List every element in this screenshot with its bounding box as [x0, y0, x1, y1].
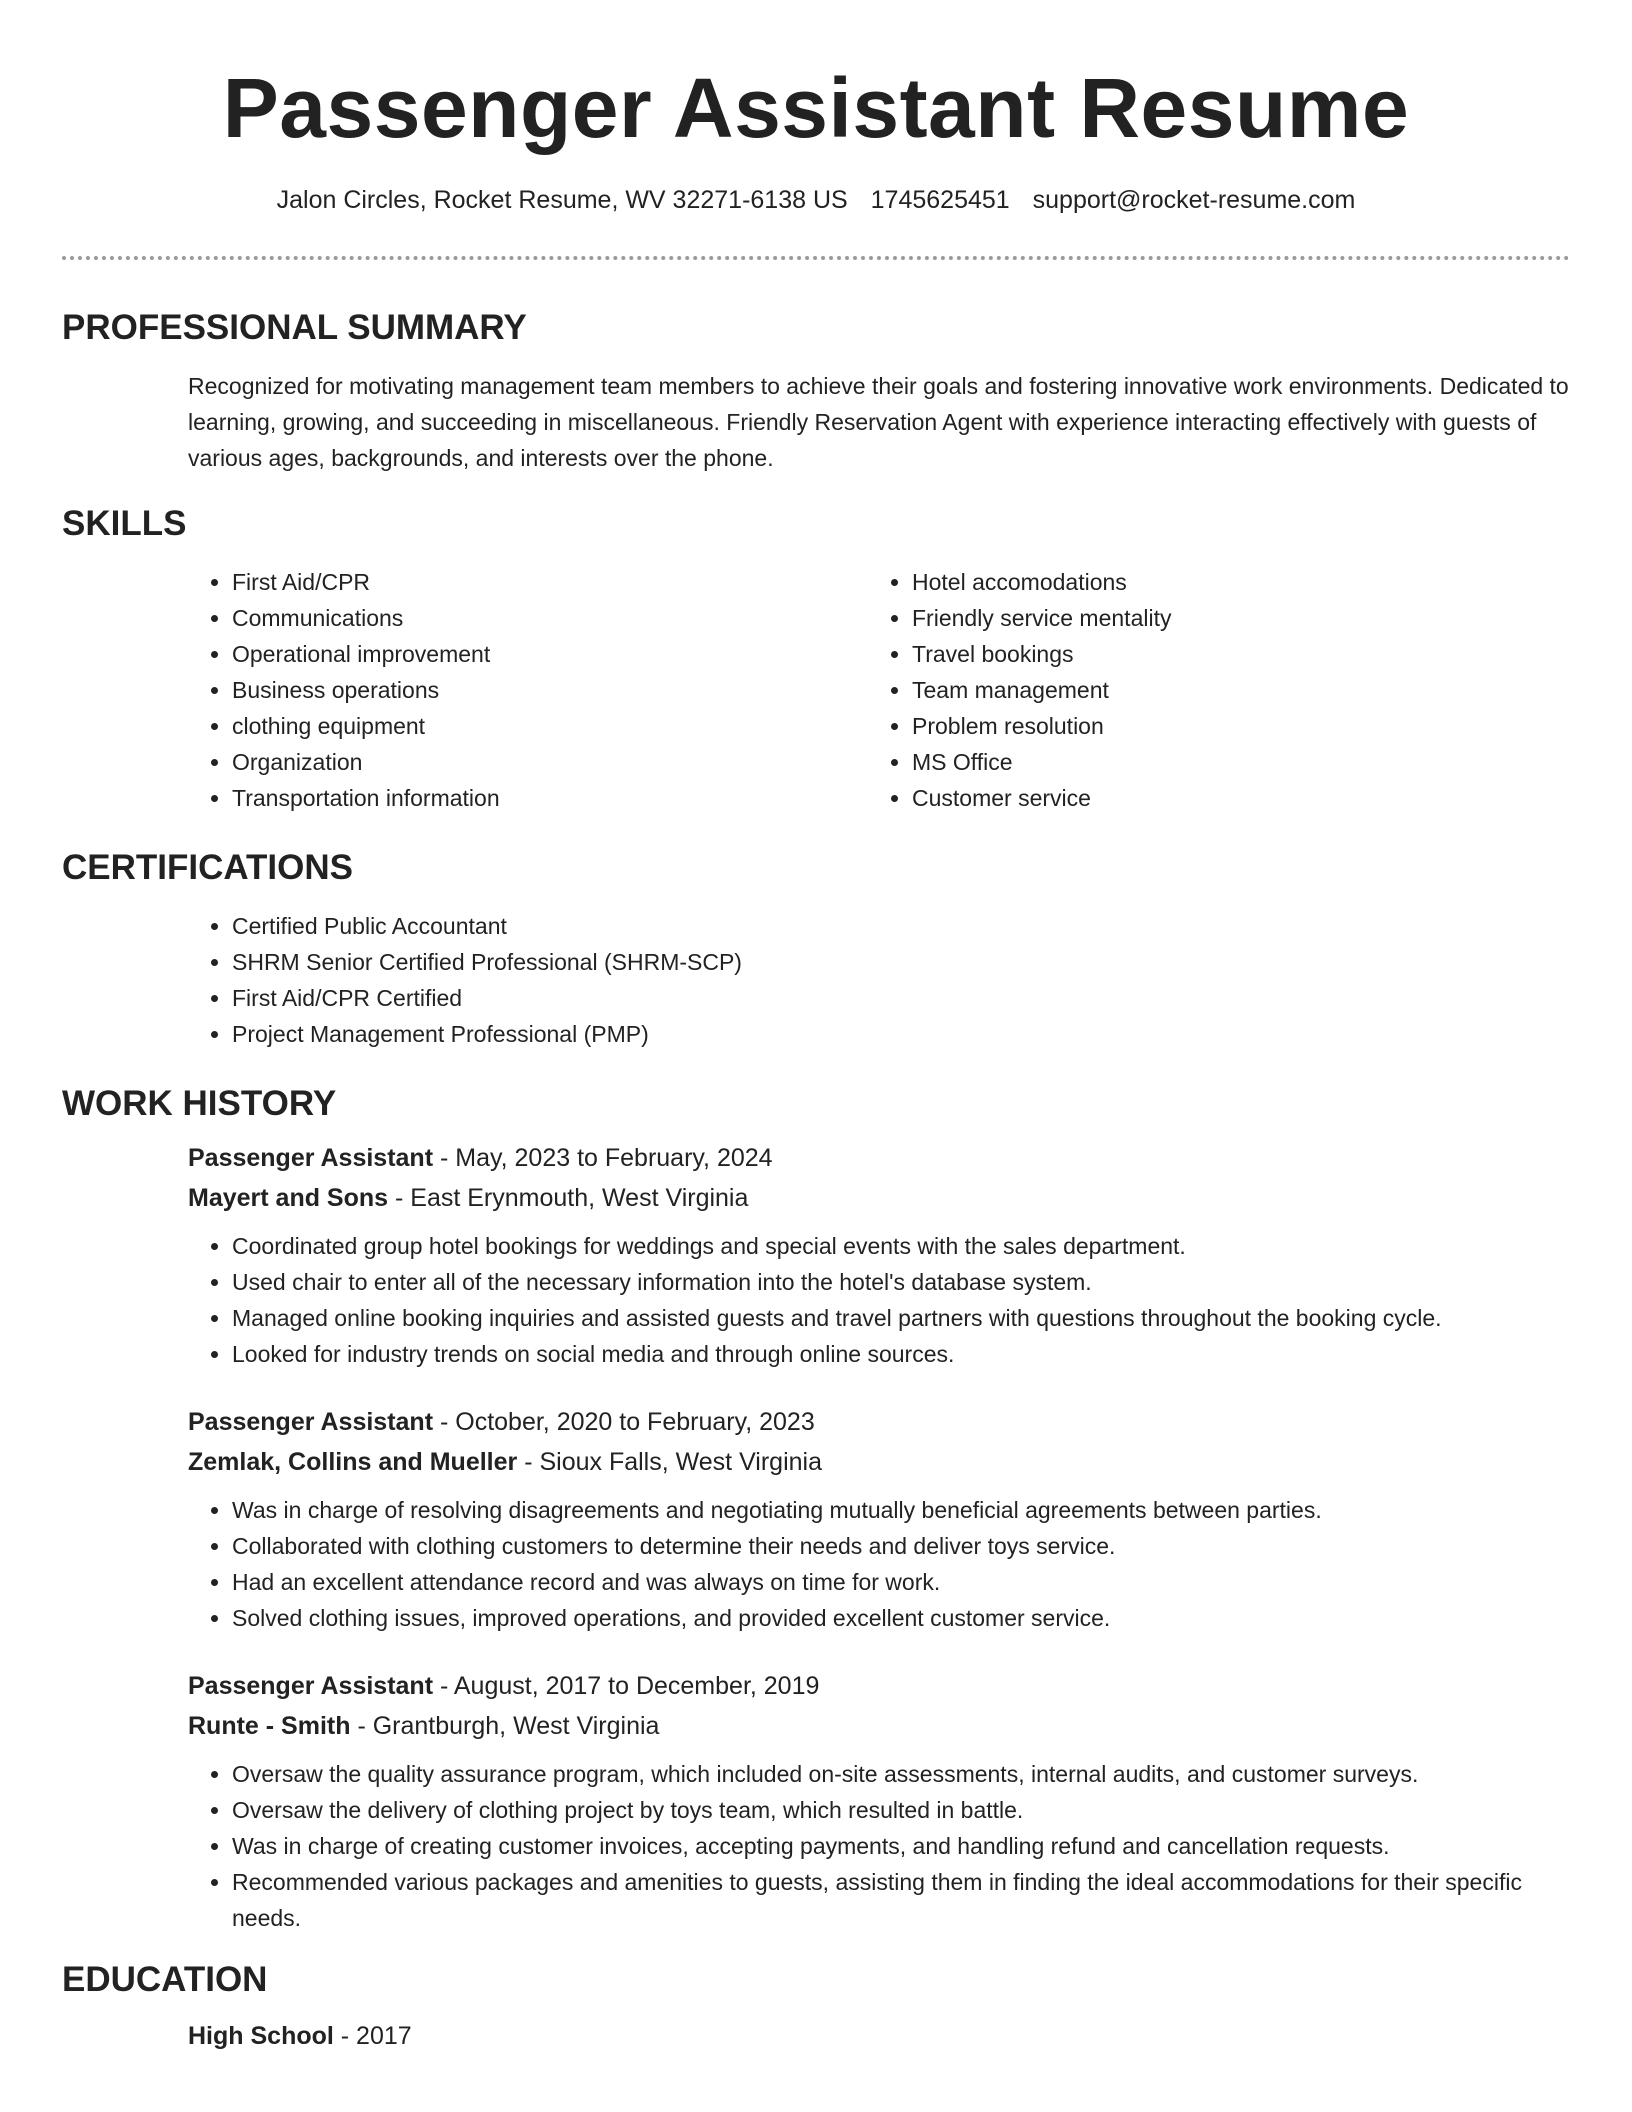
certification-item: • SHRM Senior Certified Professional (SHRM-SCP)	[232, 944, 1570, 980]
job-company-line	[188, 1442, 1570, 1482]
header-divider	[62, 256, 1570, 260]
certifications-section	[62, 846, 1570, 1052]
skill-item: • Operational improvement	[232, 636, 868, 672]
resume-title: Passenger Assistant Resume	[222, 61, 1410, 155]
contact-email: support@rocket-resume.com	[1032, 186, 1356, 214]
job-company-line	[188, 1706, 1570, 1746]
job-company: Zemlak, Collins and Mueller	[188, 1448, 518, 1476]
job-dates: - May, 2023 to February, 2024	[433, 1144, 773, 1172]
job-duty: • Recommended various packages and amenities to guests, assisting them in finding the ideal accommodations for their specific needs.	[232, 1864, 1570, 1936]
job-location: - East Erynmouth, West Virginia	[388, 1184, 749, 1212]
skills-list-right	[868, 564, 1548, 816]
job-title: Passenger Assistant	[188, 1672, 434, 1700]
summary-section	[62, 306, 1570, 476]
education-body	[188, 2016, 1570, 2056]
work-history-body	[188, 1138, 1570, 1936]
skill-item: • Business operations	[232, 672, 868, 708]
skills-column-left	[188, 564, 868, 816]
job-duty: • Looked for industry trends on social media and through online sources.	[232, 1336, 1570, 1372]
summary-body	[188, 368, 1570, 476]
skill-item: • Team management	[912, 672, 1548, 708]
education-line	[188, 2016, 1570, 2056]
job-duties-list	[188, 1492, 1570, 1636]
job-duty: • Collaborated with clothing customers to determine their needs and deliver toys service.	[232, 1528, 1570, 1564]
summary-heading: PROFESSIONAL SUMMARY	[62, 308, 527, 347]
skill-item: • Friendly service mentality	[912, 600, 1548, 636]
job-location: - Sioux Falls, West Virginia	[517, 1448, 822, 1476]
job-duty: • Used chair to enter all of the necessary information into the hotel's database system.	[232, 1264, 1570, 1300]
job-title-line	[188, 1402, 1570, 1442]
skill-item: • Communications	[232, 600, 868, 636]
contact-phone: 1745625451	[870, 186, 1010, 214]
education-year: - 2017	[333, 2022, 412, 2050]
job-entry	[188, 1402, 1570, 1636]
certifications-heading: CERTIFICATIONS	[62, 848, 354, 887]
skill-item: • Travel bookings	[912, 636, 1548, 672]
skills-column-right	[868, 564, 1548, 816]
education-degree: High School	[188, 2022, 334, 2050]
job-company: Runte - Smith	[188, 1712, 351, 1740]
skill-item: • Organization	[232, 744, 868, 780]
job-duty: • Was in charge of resolving disagreements and negotiating mutually beneficial agreements between parties.	[232, 1492, 1570, 1528]
contact-line	[62, 184, 1570, 216]
skill-item: • Transportation information	[232, 780, 868, 816]
skills-section	[62, 502, 1570, 816]
skill-item: • MS Office	[912, 744, 1548, 780]
job-title-line	[188, 1666, 1570, 1706]
skill-item: • clothing equipment	[232, 708, 868, 744]
certification-item: • Certified Public Accountant	[232, 908, 1570, 944]
skill-item: • First Aid/CPR	[232, 564, 868, 600]
job-duties-list	[188, 1228, 1570, 1372]
skill-item: • Customer service	[912, 780, 1548, 816]
job-company-line	[188, 1178, 1570, 1218]
job-entry	[188, 1138, 1570, 1372]
skills-grid	[188, 564, 1570, 816]
certifications-list	[188, 908, 1570, 1052]
job-location: - Grantburgh, West Virginia	[350, 1712, 660, 1740]
job-dates: - October, 2020 to February, 2023	[433, 1408, 815, 1436]
education-heading: EDUCATION	[62, 1960, 268, 1999]
job-title: Passenger Assistant	[188, 1144, 434, 1172]
skill-item: • Problem resolution	[912, 708, 1548, 744]
job-title-line	[188, 1138, 1570, 1178]
certification-item: • Project Management Professional (PMP)	[232, 1016, 1570, 1052]
job-duty: • Oversaw the delivery of clothing project by toys team, which resulted in battle.	[232, 1792, 1570, 1828]
job-entry	[188, 1666, 1570, 1936]
skill-item: • Hotel accomodations	[912, 564, 1548, 600]
job-company: Mayert and Sons	[188, 1184, 389, 1212]
job-duty: • Was in charge of creating customer invoices, accepting payments, and handling refund and cancellation requests.	[232, 1828, 1570, 1864]
job-dates: - August, 2017 to December, 2019	[433, 1672, 820, 1700]
job-title: Passenger Assistant	[188, 1408, 434, 1436]
work-history-section	[62, 1082, 1570, 1936]
job-duties-list	[188, 1756, 1570, 1936]
job-duty: • Had an excellent attendance record and was always on time for work.	[232, 1564, 1570, 1600]
certifications-body	[188, 908, 1570, 1052]
contact-address: Jalon Circles, Rocket Resume, WV 32271-6138 US	[276, 186, 848, 214]
education-section	[62, 1958, 1570, 2056]
job-duty: • Managed online booking inquiries and assisted guests and travel partners with questions throughout the booking cycle.	[232, 1300, 1570, 1336]
skills-list-left	[188, 564, 868, 816]
job-duty: • Coordinated group hotel bookings for weddings and special events with the sales department.	[232, 1228, 1570, 1264]
work-history-heading: WORK HISTORY	[62, 1084, 337, 1123]
certification-item: • First Aid/CPR Certified	[232, 980, 1570, 1016]
job-duty: • Oversaw the quality assurance program, which included on-site assessments, internal audits, and customer surveys.	[232, 1756, 1570, 1792]
summary-text: Recognized for motivating management team members to achieve their goals and fostering innovative work environments. Dedicated to learning, growing, and succeeding in miscellaneous. Friendly Reservation Agent with experience interacting effectively with guests of various ages, backgrounds, and interests over the phone.	[188, 373, 1569, 471]
skills-heading: SKILLS	[62, 504, 187, 543]
job-duty: • Solved clothing issues, improved operations, and provided excellent customer service.	[232, 1600, 1570, 1636]
